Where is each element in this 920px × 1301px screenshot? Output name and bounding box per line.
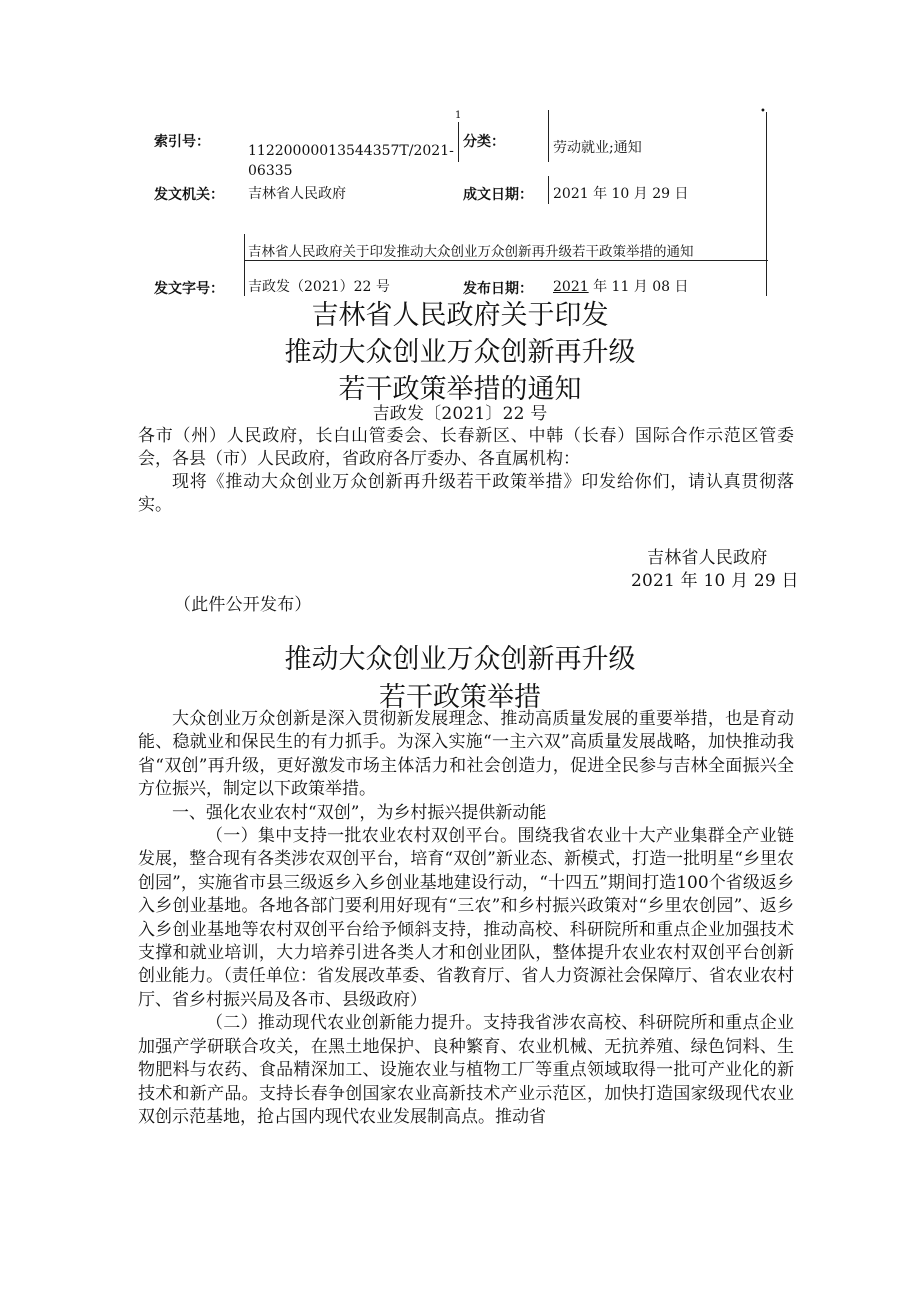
measure-item-1: （一）集中支持一批农业农村双创平台。围绕我省农业十大产业集群全产业链发展，整合现有各类涉农双创平台，培育“双创”新业态、新模式，打造一批明星“乡里农创园”，实施省市县三级返乡入乡创业基地建设行动，“十四五”期间打造100个省级返乡入乡创业基地。各地各部门要利用好现有“三农”和乡村振兴政策对“乡里农创园”、返乡入乡创业基地等农村双创平台给予倾斜支持，推动高校、科研院所和重点企业加强技术支撑和就业培训，大力培养引进各类人才和创业团队，整体提升农业农村双创平台创新创业能力。（责任单位：省发展改革委、省教育厅、省人力资源社会保障厅、省农业农村厅、省乡村振兴局及各市、县级政府）: [138, 826, 794, 1010]
page-mark: 1: [455, 110, 462, 121]
notice-public-note: （此件公开发布）: [174, 595, 312, 615]
notice-title-line3: 若干政策举措的通知: [338, 374, 582, 405]
doc-number-label: 发文字号：: [154, 281, 224, 297]
category-label: 分类：: [463, 134, 505, 150]
measures-title-line1: 推动大众创业万众创新再升级: [284, 644, 636, 675]
index-value-cut: 06335: [248, 163, 293, 179]
issuer-value: 吉林省人民政府: [248, 186, 346, 202]
notice-sign-date: 2021 年 10 月 29 日: [631, 571, 799, 591]
measures-title-line2: 若干政策举措: [379, 682, 541, 713]
publish-date-year: 2021: [553, 279, 589, 295]
notice-recipients: 各市（州）人民政府，长白山管委会、长春新区、中韩（长春）国际合作示范区管委会，各县（市）人民政府，省政府各厅委办、各直属机构：: [138, 426, 794, 469]
written-date-label: 成文日期：: [463, 187, 533, 203]
divider-line: [548, 110, 549, 162]
index-value-clipped: [248, 162, 293, 179]
issuer-label: 发文机关：: [154, 187, 224, 203]
full-title: 吉林省人民政府关于印发推动大众创业万众创新再升级若干政策举措的通知: [248, 244, 694, 260]
measure-item-2: （二）推动现代农业创新能力提升。支持我省涉农高校、科研院所和重点企业加强产学研联合攻关，在黑土地保护、良种繁育、农业机械、无抗养殖、绿色饲料、生物肥料与农药、食品精深加工、设施农业与植物工厂等重点领域取得一批可产业化的新技术和新产品。支持长春争创国家农业高新技术产业示范区，加快打造国家级现代农业双创示范基地，抢占国内现代农业发展制高点。推动省: [138, 1013, 794, 1127]
publish-date-rest: 年 11 月 08 日: [593, 279, 689, 295]
divider-line: [244, 260, 768, 261]
measures-text: [138, 708, 794, 1129]
corner-mark: •: [760, 106, 766, 117]
notice-doc-number: 吉政发〔2021〕22 号: [372, 404, 548, 424]
index-label: 索引号：: [154, 134, 210, 150]
index-value: 11220000013544357T/2021-: [248, 143, 454, 159]
notice-title-line2: 推动大众创业万众创新再升级: [284, 337, 636, 368]
notice-body: 现将《推动大众创业万众创新再升级若干政策举措》印发给你们，请认真贯彻落实。: [138, 472, 794, 515]
publish-date-label: 发布日期：: [463, 281, 533, 297]
section1-heading: 一、强化农业农村“双创”，为乡村振兴提供新动能: [172, 802, 547, 823]
written-date-value: 2021 年 10 月 29 日: [553, 186, 689, 202]
divider-line: [458, 122, 459, 162]
category-value: 劳动就业;通知: [553, 140, 642, 156]
notice-text: [138, 425, 794, 517]
divider-line: [244, 234, 245, 296]
notice-signer: 吉林省人民政府: [647, 548, 768, 568]
measures-intro: 大众创业万众创新是深入贯彻新发展理念、推动高质量发展的重要举措，也是育动能、稳就业和保民生的有力抓手。为深入实施“一主六双”高质量发展战略，加快推动我省“双创”再升级，更好激发市场主体活力和社会创造力，促进全民参与吉林全面振兴全方位振兴，制定以下政策举措。: [138, 709, 794, 800]
notice-title-line1: 吉林省人民政府关于印发: [311, 300, 609, 331]
divider-line: [766, 112, 767, 296]
divider-line: [548, 176, 549, 204]
doc-number-value: 吉政发（2021）22 号: [248, 279, 390, 295]
